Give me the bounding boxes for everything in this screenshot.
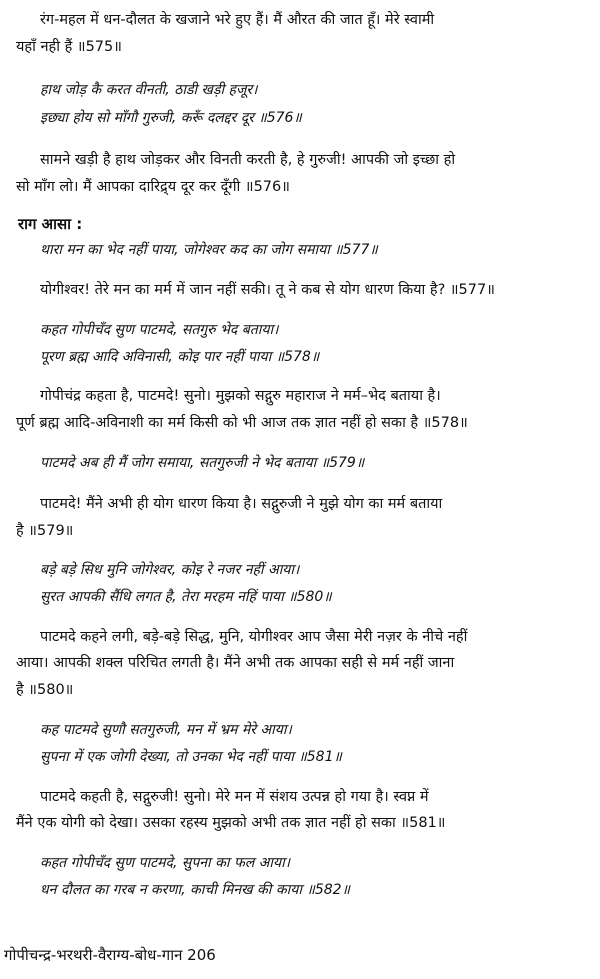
text-line: है ॥579॥ (16, 523, 74, 539)
text-line: रंग-महल में धन-दौलत के खजाने भरे हुए हैं। मैं औरत की जात हूँ। मेरे स्वामी (40, 12, 435, 28)
text-line: पाटमदे कहती है, सद्गुरुजी! सुनो। मेरे मन में संशय उत्पन्न हो गया है। स्वप्न में (40, 789, 429, 805)
verse-line: थारा मन का भेद नहीं पाया, जोगेश्वर कद का जोग समाया ॥577॥ (40, 242, 378, 258)
verse-line: सुरत आपकी सैंधि लगत है, तेरा मरहम नहिं पाया ॥580॥ (40, 589, 332, 605)
page-footer: गोपीचन्द्र-भरथरी-वैराग्य-बोध-गान 206 (4, 946, 216, 964)
text-line: पाटमदे कहने लगी, बड़े-बड़े सिद्ध, मुनि, योगीश्वर आप जैसा मेरी नज़र के नीचे नहीं (40, 629, 468, 645)
verse-line: कहत गोपीचँद सुण पाटमदे, सतगुरु भेद बताया। (40, 322, 279, 338)
raag-heading: राग आसा : (18, 215, 83, 233)
verse-line: हाथ जोड़ कै करत वीनती, ठाडी खड़ी हजूर। (40, 82, 258, 98)
verse-line: बड़े बड़े सिध मुनि जोगेश्वर, कोइ रे नजर नहीं आया। (40, 562, 300, 578)
verse-line: धन दौलत का गरब न करणा, काची मिनख की काया ॥582॥ (40, 882, 350, 898)
text-line: है ॥580॥ (16, 682, 74, 698)
text-line: मैंने एक योगी को देखा। उसका रहस्य मुझको अभी तक ज्ञात नहीं हो सका ॥581॥ (16, 815, 446, 831)
verse-line: इछ्या होय सो माँगौ गुरुजी, करूँ दलद्दर दूर ॥576॥ (40, 110, 302, 126)
verse-line: कहत गोपीचँद सुण पाटमदे, सुपना का फल आया। (40, 855, 291, 871)
text-line: सामने खड़ी है हाथ जोड़कर और विनती करती है, हे गुरुजी! आपकी जो इच्छा हो (40, 152, 456, 168)
verse-line: पाटमदे अब ही मैं जोग समाया, सतगुरुजी ने भेद बताया ॥579॥ (40, 455, 365, 471)
text-line: यहाँ नही हैं ॥575॥ (16, 39, 122, 55)
verse-line: सुपना में एक जोगी देख्या, तो उनका भेद नहीं पाया ॥581॥ (40, 749, 342, 765)
text-line: सो माँग लो। मैं आपका दारिद्र्य दूर कर दूँगी ॥576॥ (16, 179, 290, 195)
text-line: गोपीचंद्र कहता है, पाटमदे! सुनो। मुझको सद्गुरु महाराज ने मर्म–भेद बताया है। (40, 388, 441, 404)
text-line: योगीश्वर! तेरे मन का मर्म में जान नहीं सकी। तू ने कब से योग धारण किया है? ॥577॥ (40, 282, 495, 298)
text-line: पूर्ण ब्रह्म आदि-अविनाशी का मर्म किसी को भी आज तक ज्ञात नहीं हो सका है ॥578॥ (16, 415, 468, 431)
verse-line: कह पाटमदे सुणौ सतगुरुजी, मन में भ्रम मेरे आया। (40, 722, 292, 738)
verse-line: पूरण ब्रह्म आदि अविनासी, कोइ पार नहीं पाया ॥578॥ (40, 349, 320, 365)
text-line: पाटमदे! मैंने अभी ही योग धारण किया है। सद्गुरुजी ने मुझे योग का मर्म बताया (40, 496, 443, 512)
text-line: आया। आपकी शक्ल परिचित लगती है। मैंने अभी तक आपका सही से मर्म नहीं जाना (16, 655, 455, 671)
